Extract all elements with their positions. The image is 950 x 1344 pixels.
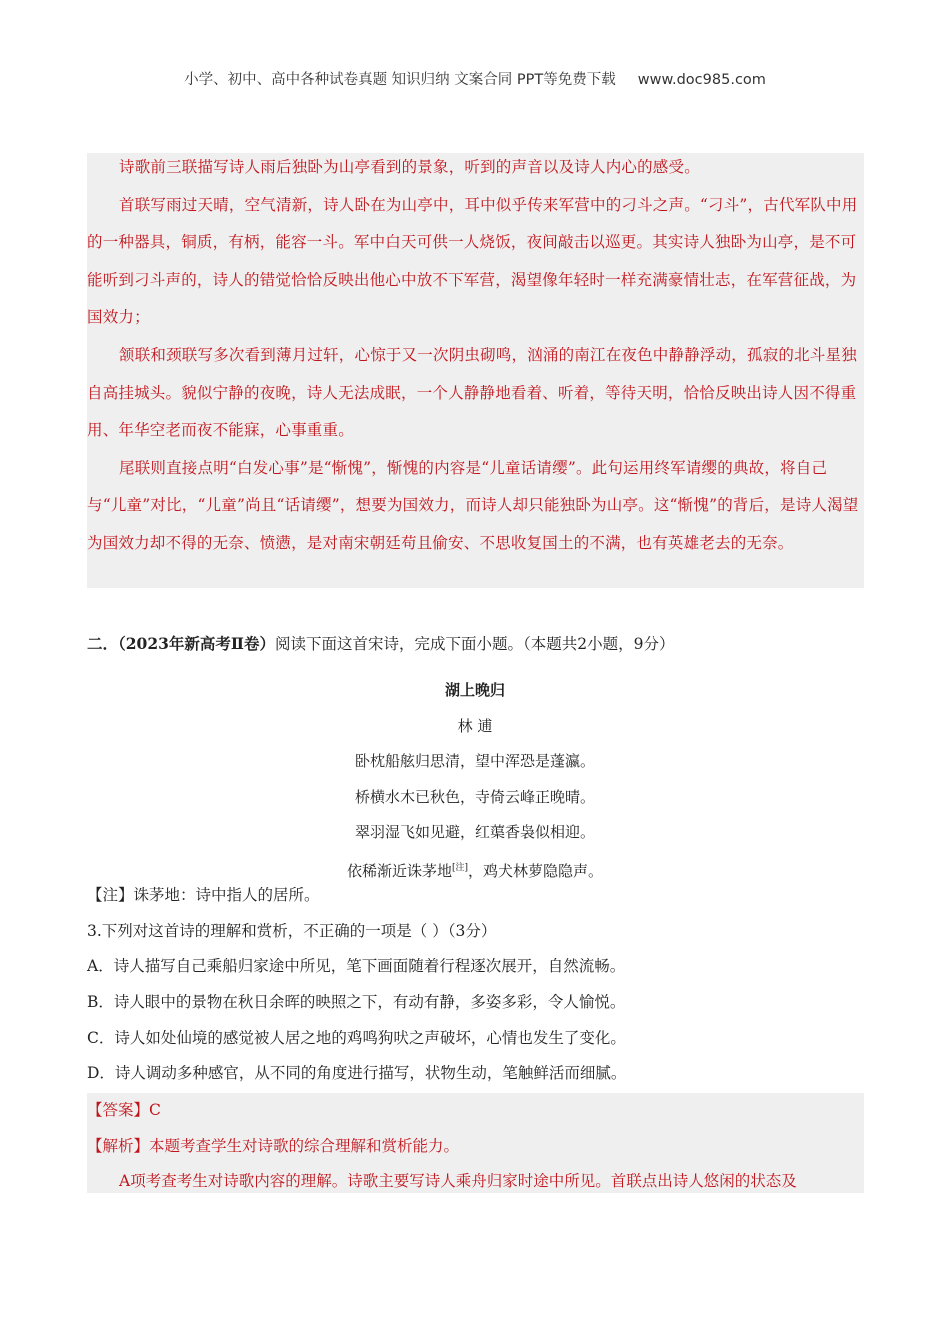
poem-note: 【注】诛茅地：诗中指人的居所。 — [87, 886, 320, 904]
section-instruction: 阅读下面这首宋诗，完成下面小题。（本题共2小题，9分） — [274, 635, 675, 653]
question-stem: 3.下列对这首诗的理解和赏析，不正确的一项是（ ）（3分） — [87, 921, 497, 940]
analysis-paragraph: 诗歌前三联描写诗人雨后独卧为山亭看到的景象，听到的声音以及诗人内心的感受。 — [119, 158, 700, 176]
poem-title: 湖上晚归 — [444, 681, 505, 699]
option-c: C．诗人如处仙境的感觉被人居之地的鸡鸣狗吠之声破坏，心情也发生了变化。 — [87, 1028, 626, 1047]
poem — [0, 673, 950, 886]
analysis-paragraph: 尾联则直接点明“白发心事”是“惭愧”，惭愧的内容是“儿童话请缨”。此句运用终军请缨的典故，将自己与“儿童”对比，“儿童”尚且“话请缨”，想要为国效力，而诗人却只能独卧为山亭。这“惭愧”的背后，是诗人渴望为国效力却不得的无奈、愤懑，是对南宋朝廷苟且偷安、不思收复国土的不满，也有英雄老去的无奈。 — [87, 458, 859, 552]
note-marker: [注] — [451, 862, 469, 873]
answer-line — [87, 1093, 864, 1129]
analysis-paragraph: 颔联和颈联写多次看到薄月过轩，心惊于又一次阴虫砌鸣，汹涌的南江在夜色中静静浮动，孤寂的北斗星独自高挂城头。貌似宁静的夜晚，诗人无法成眠，一个人静静地看着、听着，等待天明，恰恰反映出诗人因不得重用、年华空老而夜不能寐，心事重重。 — [87, 345, 857, 440]
option-b: B．诗人眼中的景物在秋日余晖的映照之下，有动有静，多姿多彩，令人愉悦。 — [87, 993, 626, 1012]
analysis-text: 本题考查学生对诗歌的综合理解和赏析能力。 — [149, 1136, 460, 1155]
page-header — [0, 68, 950, 89]
section-heading — [87, 632, 674, 654]
poem-line-part: ，鸡犬林萝隐隐声。 — [468, 861, 604, 880]
poem-line: 卧枕船舷归思清，望中浑恐是蓬瀛。 — [354, 752, 595, 770]
section-number: 二． — [87, 634, 119, 653]
analysis-block — [87, 153, 864, 588]
analysis-label: 【解析】 — [87, 1136, 150, 1155]
poem-line-part: 依稀渐近诛茅地 — [346, 861, 452, 880]
section-source: （2023年新高考Ⅱ卷） — [118, 634, 275, 653]
analysis-paragraph: 首联写雨过天晴，空气清新，诗人卧在为山亭中，耳中似乎传来军营中的刁斗之声。“刁斗”，古代军队中用的一种器具，铜质，有柄，能容一斗。军中白天可供一人烧饭，夜间敲击以巡更。其实诗人独卧为山亭，是不可能听到刁斗声的，诗人的错觉恰恰反映出他心中放不下军营，渴望像年轻时一样充满豪情壮志，在军营征战，为国效力； — [87, 195, 858, 327]
poem-author: 林 逋 — [457, 716, 493, 735]
header-url[interactable]: www.doc985.com — [637, 72, 766, 88]
question-block — [87, 878, 864, 1092]
answer-value: C — [149, 1101, 161, 1119]
answer-label: 【答案】 — [87, 1101, 150, 1119]
header-text: 小学、初中、高中各种试卷真题 知识归纳 文案合同 PPT等免费下载 — [184, 72, 616, 88]
answer-block — [87, 1093, 864, 1193]
analysis-item-a: A项考查考生对诗歌内容的理解。诗歌主要写诗人乘舟归家时途中所见。首联点出诗人悠闲的状态及 — [119, 1172, 797, 1191]
poem-line: 桥横水木已秋色，寺倚云峰正晚晴。 — [354, 787, 595, 806]
option-d: D．诗人调动多种感官，从不同的角度进行描写，状物生动，笔触鲜活而细腻。 — [87, 1064, 627, 1083]
analysis-line — [87, 1129, 864, 1165]
option-a: A．诗人描写自己乘船归家途中所见，笔下画面随着行程逐次展开，自然流畅。 — [87, 957, 626, 976]
poem-line: 翠羽湿飞如见避，红蕖香袅似相迎。 — [354, 823, 595, 841]
